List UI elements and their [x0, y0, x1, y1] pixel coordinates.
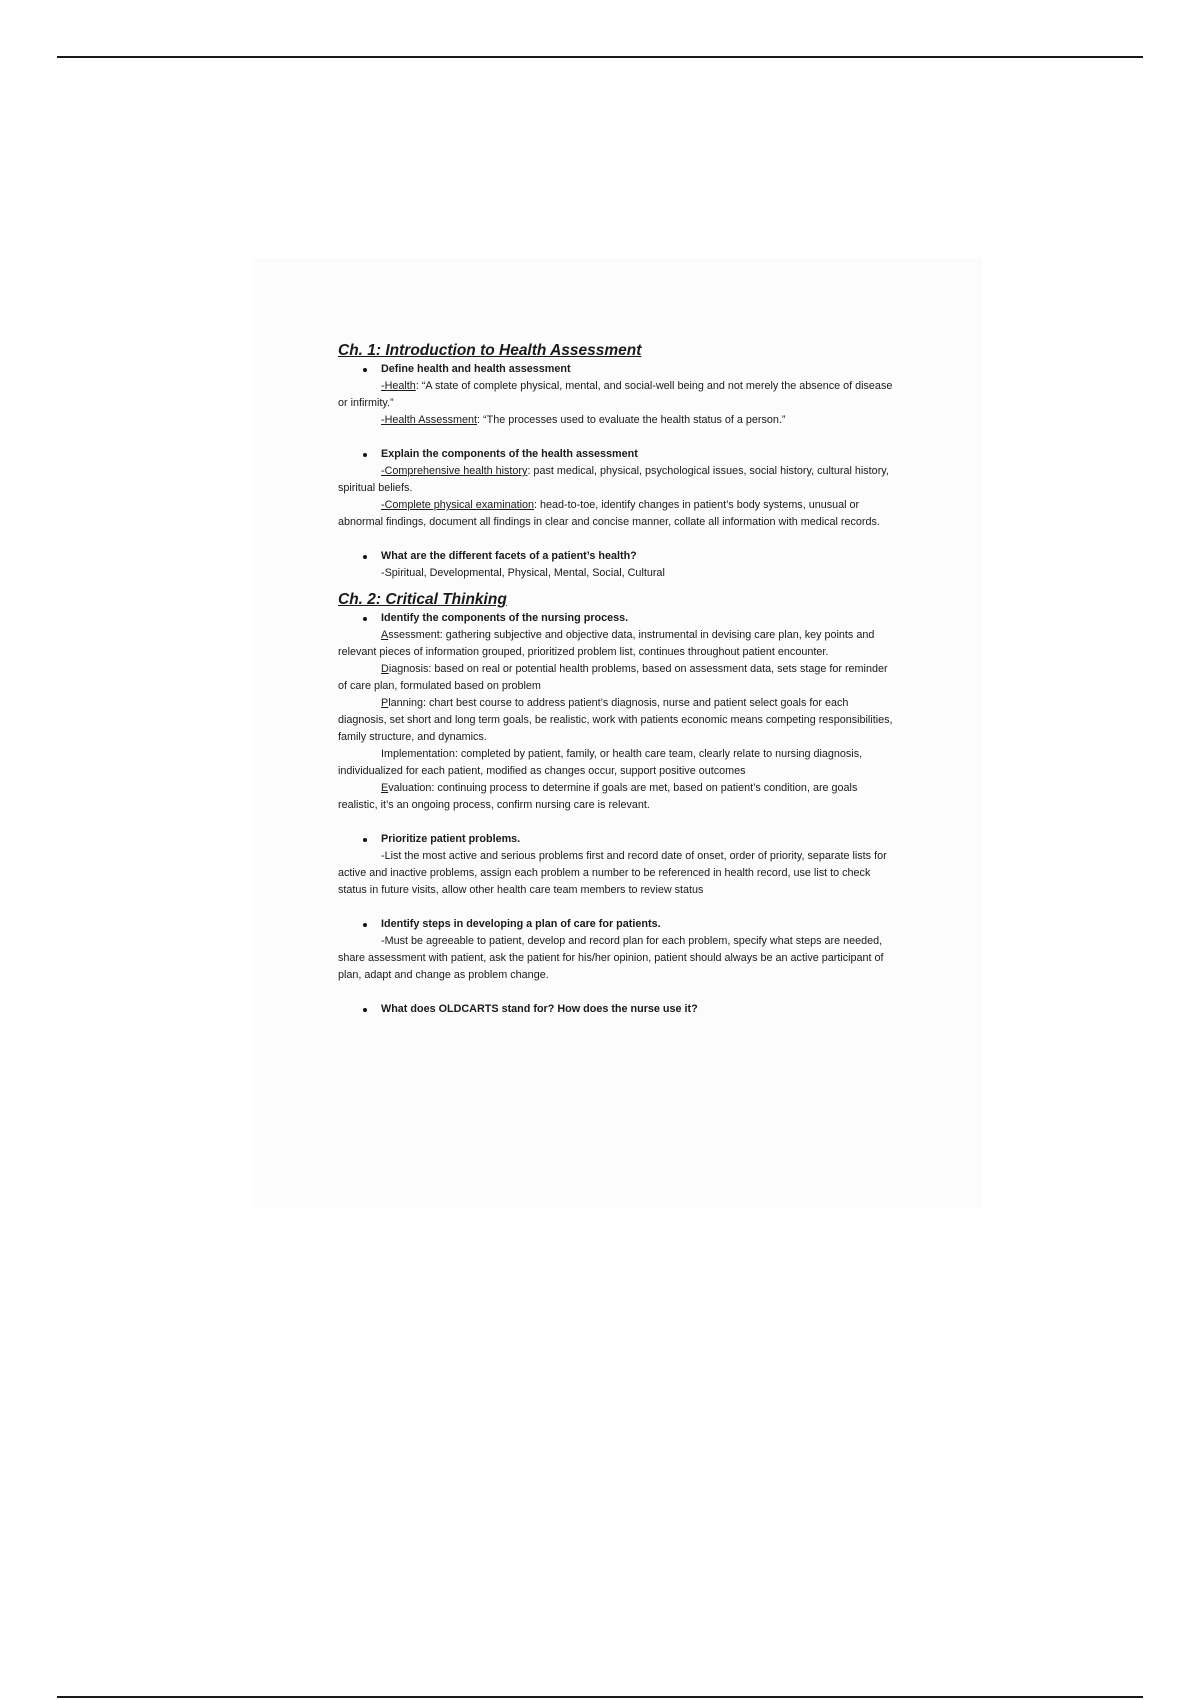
answer-paragraph-planning [338, 695, 898, 746]
answer-initial: A [381, 629, 389, 641]
chapter-1-title: Ch. 1: Introduction to Health Assessment [338, 342, 642, 359]
bullet-question: Explain the components of the health assessment [338, 446, 898, 463]
bullet-question: Prioritize patient problems. [338, 831, 898, 848]
answer-term: -Health Assessment [381, 414, 478, 426]
ch2-item-plan-of-care [338, 916, 898, 984]
answer-text: : “A state of complete physical, mental, and social-well being and not merely the absence of disease or infirmity.” [338, 380, 893, 409]
answer-initial: D [381, 663, 389, 675]
answer-text: : “The processes used to evaluate the health status of a person.” [477, 414, 786, 426]
top-rule [57, 56, 1143, 58]
answer-paragraph [338, 412, 898, 429]
study-guide-content [338, 341, 898, 1018]
answer-term: -Comprehensive health history [381, 465, 528, 477]
answer-text: valuation: continuing process to determine if goals are met, based on patient’s condition, are goals realistic, it’s an ongoing process, confirm nursing care is relevant. [338, 782, 858, 811]
answer-paragraph-evaluation [338, 780, 898, 814]
ch1-item-health-definition [338, 361, 898, 429]
answer-paragraph [338, 463, 898, 497]
answer-paragraph: -Spiritual, Developmental, Physical, Mental, Social, Cultural [381, 567, 665, 579]
chapter-2-title: Ch. 2: Critical Thinking [338, 591, 507, 608]
answer-paragraph [338, 378, 898, 412]
answer-paragraph [338, 497, 898, 531]
bottom-rule [57, 1696, 1143, 1698]
ch2-item-nursing-process [338, 610, 898, 814]
answer-term: -Health [381, 380, 416, 392]
answer-text: mplementation: completed by patient, family, or health care team, clearly relate to nursing diagnosis, individualized for each patient, modified as changes occur, support positive outcomes [338, 748, 863, 777]
ch1-item-components [338, 446, 898, 531]
answer-initial: P [381, 697, 389, 709]
ch1-item-facets [338, 548, 898, 582]
answer-text: lanning: chart best course to address patient’s diagnosis, nurse and patient select goals for each diagnosis, set short and long term goals, be realistic, work with patients economic means competing responsibilities, family structure, and dynamics. [338, 697, 893, 743]
ch2-item-oldcarts [338, 1001, 898, 1018]
answer-paragraph-assessment [338, 627, 898, 661]
bullet-question: What does OLDCARTS stand for? How does the nurse use it? [338, 1001, 898, 1018]
answer-paragraph-diagnosis [338, 661, 898, 695]
ch2-item-prioritize [338, 831, 898, 899]
bullet-question: What are the different facets of a patient’s health? [338, 548, 898, 565]
answer-text: iagnosis: based on real or potential health problems, based on assessment data, sets stage for reminder of care plan, formulated based on problem [338, 663, 888, 692]
bullet-question: Identify steps in developing a plan of care for patients. [338, 916, 898, 933]
bullet-question: Define health and health assessment [338, 361, 898, 378]
chapter-1-items [338, 361, 898, 582]
answer-paragraph: -Must be agreeable to patient, develop and record plan for each problem, specify what steps are needed, share assessment with patient, ask the patient for his/her opinion, patient should always be an active participant of plan, adapt and change as problem change. [338, 935, 884, 981]
chapter-2-items [338, 610, 898, 1018]
answer-text: ssessment: gathering subjective and objective data, instrumental in devising care plan, key points and relevant pieces of information grouped, prioritized problem list, continues throughout patient encounter. [338, 629, 875, 658]
answer-text: : past medical, physical, psychological issues, social history, cultural history, spiritual beliefs. [338, 465, 889, 494]
answer-paragraph: -List the most active and serious problems first and record date of onset, order of priority, separate lists for active and inactive problems, assign each problem a number to be referenced in health record, use list to check status in future visits, allow other health care team members to review status [338, 850, 887, 896]
answer-initial: E [381, 782, 389, 794]
answer-initial: I [381, 748, 384, 760]
answer-text: : head-to-toe, identify changes in patient’s body systems, unusual or abnormal findings, document all findings in clear and concise manner, collate all information with medical records. [338, 499, 880, 528]
answer-term: -Complete physical examination [381, 499, 535, 511]
bullet-question: Identify the components of the nursing process. [338, 610, 898, 627]
answer-paragraph-implementation [338, 746, 898, 780]
